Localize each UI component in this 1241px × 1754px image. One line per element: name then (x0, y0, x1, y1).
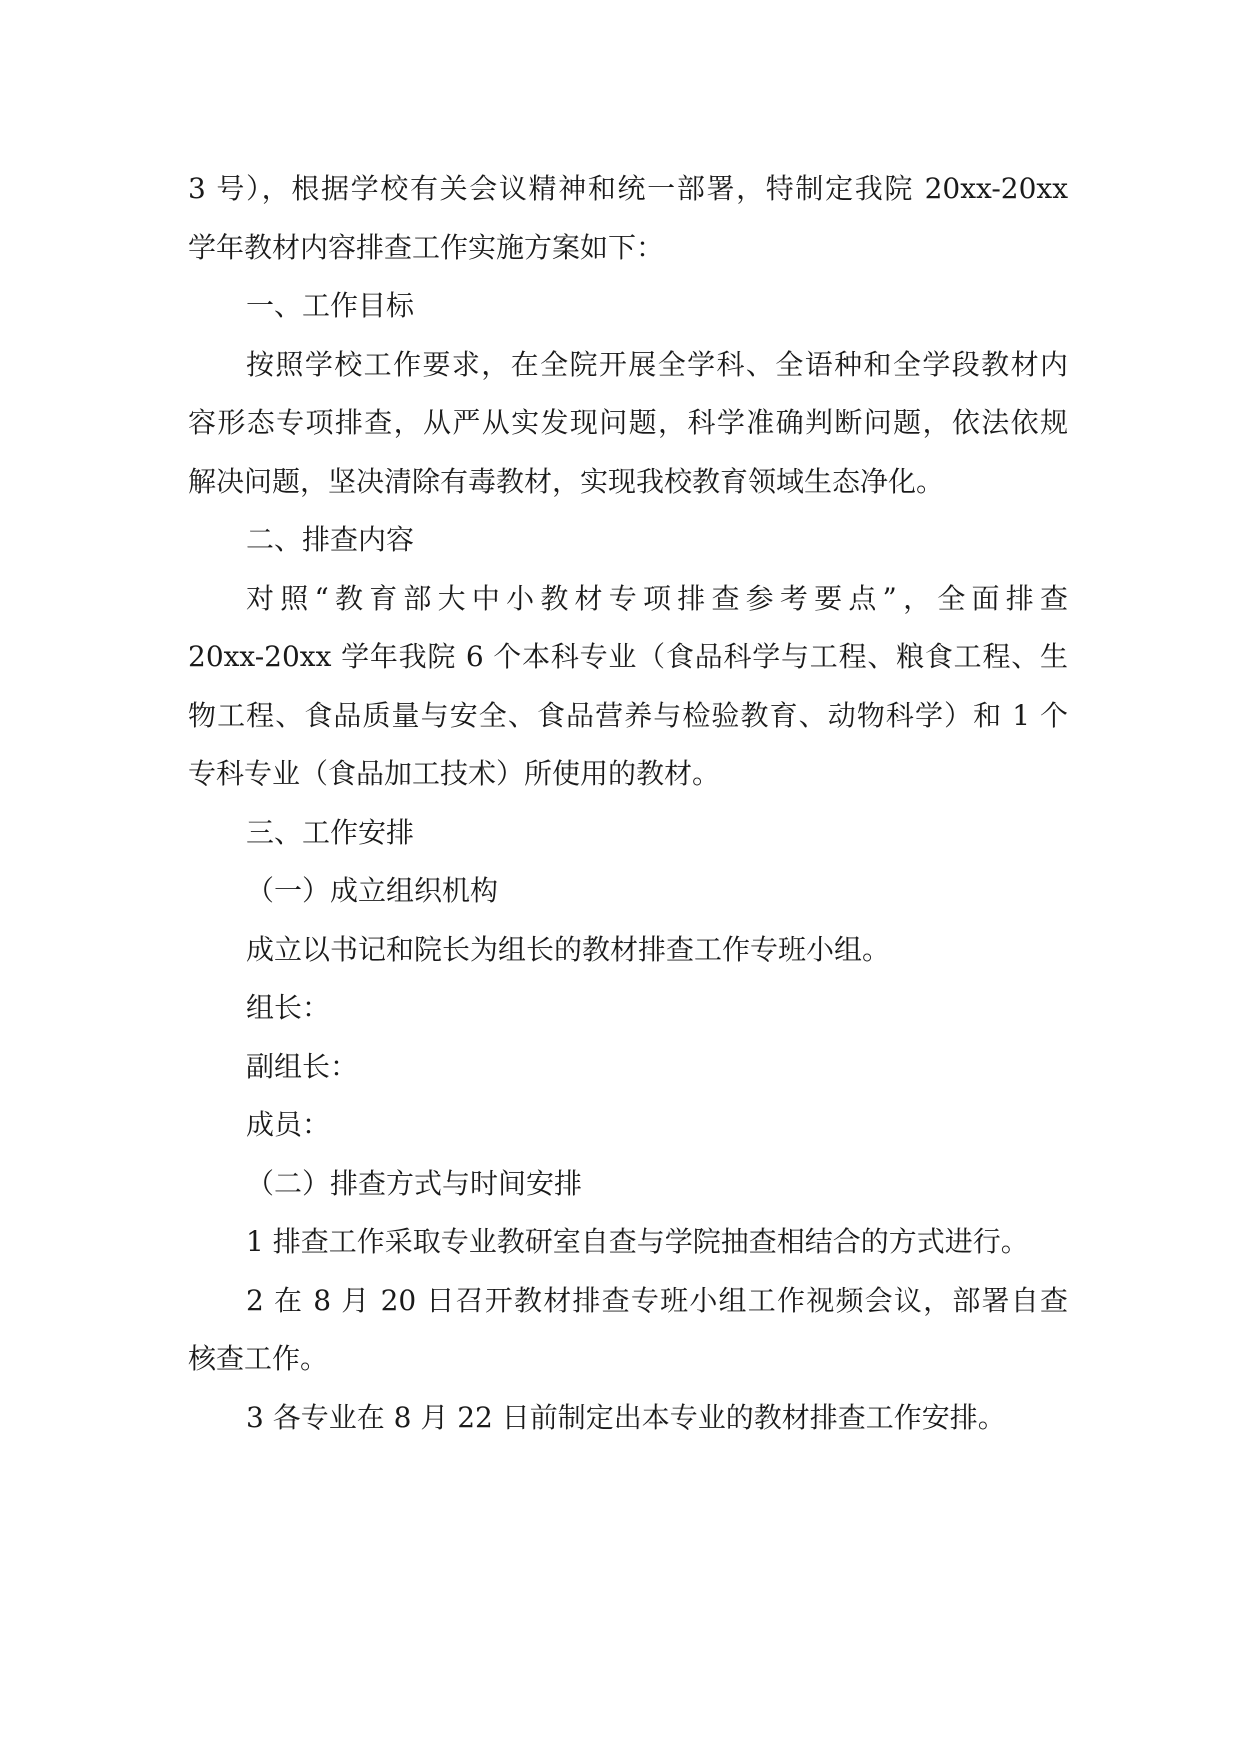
paragraph-line: 物工程、食品质量与安全、食品营养与检验教育、动物科学）和 1 个 (188, 698, 1068, 732)
paragraph-line: 3 号），根据学校有关会议精神和统一部署，特制定我院 20xx-20xx (188, 172, 1068, 205)
section-heading: 二、排查内容 (246, 523, 415, 556)
section-heading: 三、工作安排 (246, 815, 415, 849)
paragraph-line: 成立以书记和院长为组长的教材排查工作专班小组。 (246, 932, 891, 966)
paragraph-line: 按照学校工作要求，在全院开展全学科、全语种和全学段教材内 (246, 347, 1068, 381)
list-item: 3 各专业在 8 月 22 日前制定出本专业的教材排查工作安排。 (246, 1400, 1006, 1434)
team-leader-label: 组长： (246, 991, 331, 1024)
document-body (188, 160, 1068, 1447)
subsection-heading: （一）成立组织机构 (246, 874, 499, 907)
deputy-leader-label: 副组长： (246, 1049, 359, 1083)
subsection-heading: （二）排查方式与时间安排 (246, 1166, 583, 1200)
paragraph-line: 20xx-20xx 学年我院 6 个本科专业（食品科学与工程、粮食工程、生 (188, 640, 1068, 673)
paragraph-line: 核查工作。 (188, 1342, 329, 1375)
section-heading: 一、工作目标 (246, 289, 415, 322)
paragraph-line: 专科专业（食品加工技术）所使用的教材。 (188, 757, 721, 790)
paragraph-line: 解决问题，坚决清除有毒教材，实现我校教育领域生态净化。 (188, 464, 945, 498)
paragraph-line: 学年教材内容排查工作实施方案如下： (188, 230, 665, 264)
members-label: 成员： (246, 1108, 331, 1141)
list-item: 1 排查工作采取专业教研室自查与学院抽查相结合的方式进行。 (246, 1225, 1029, 1258)
paragraph-line: 容形态专项排查，从严从实发现问题，科学准确判断问题，依法依规 (188, 406, 1068, 439)
paragraph-line: 对照“教育部大中小教材专项排查参考要点”，全面排查 (246, 581, 1068, 615)
list-item: 2 在 8 月 20 日召开教材排查专班小组工作视频会议，部署自查 (246, 1283, 1068, 1317)
